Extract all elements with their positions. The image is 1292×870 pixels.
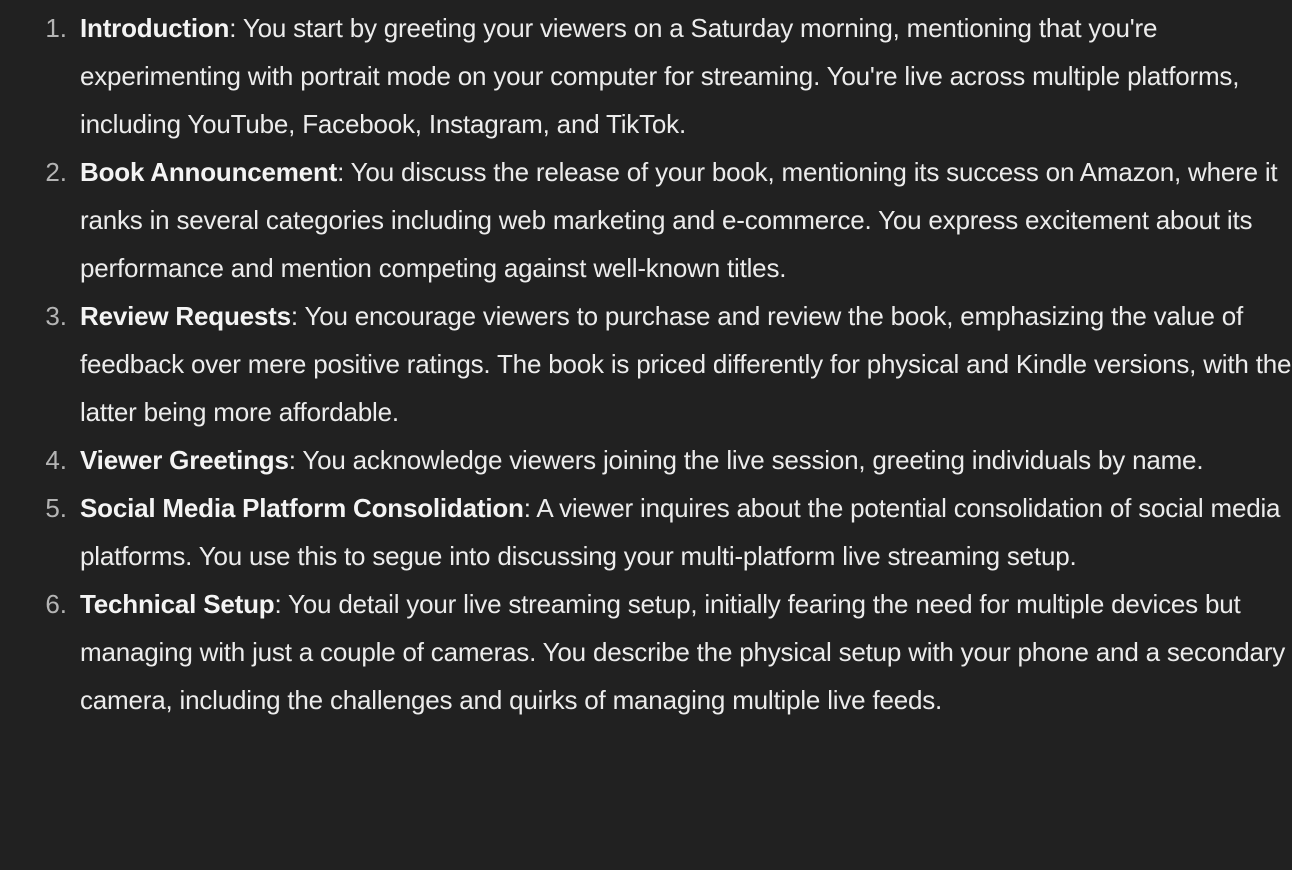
item-title: Social Media Platform Consolidation: [80, 493, 524, 523]
item-number: 1.: [45, 13, 67, 43]
item-separator: :: [523, 493, 531, 523]
item-title: Viewer Greetings: [80, 445, 289, 475]
list-item: [0, 436, 1292, 484]
item-title: Introduction: [80, 13, 230, 43]
list-item: [0, 484, 1292, 580]
item-number: 4.: [45, 445, 67, 475]
item-separator: :: [290, 301, 298, 331]
item-body: You encourage viewers to purchase and review the book, emphasizing the value of feedback over mere positive ratings. The book is priced differently for physical and Kindle versions, with the latter being more affordable.: [80, 301, 1292, 427]
item-text: [80, 436, 1292, 484]
list-item: [0, 4, 1292, 148]
item-separator: :: [337, 157, 345, 187]
item-text: [80, 580, 1292, 724]
item-body: A viewer inquires about the potential consolidation of social media platforms. You use this to segue into discussing your multi-platform live streaming setup.: [80, 493, 1281, 571]
item-body: You acknowledge viewers joining the live session, greeting individuals by name.: [295, 445, 1204, 475]
item-number: 3.: [45, 301, 67, 331]
item-body: You discuss the release of your book, mentioning its success on Amazon, where it ranks in several categories including web marketing and e-commerce. You express excitement about its performance and mention competing against well-known titles.: [80, 157, 1278, 283]
item-body: You start by greeting your viewers on a Saturday morning, mentioning that you're experimenting with portrait mode on your computer for streaming. You're live across multiple platforms, including YouTube, Facebook, Instagram, and TikTok.: [80, 13, 1240, 139]
list-item: [0, 580, 1292, 724]
item-separator: :: [229, 13, 237, 43]
item-number: 2.: [45, 157, 67, 187]
list-item: [0, 292, 1292, 436]
item-body: You detail your live streaming setup, initially fearing the need for multiple devices but managing with just a couple of cameras. You describe the physical setup with your phone and a secondary camera, including the challenges and quirks of managing multiple live feeds.: [80, 589, 1286, 715]
item-text: [80, 4, 1292, 148]
item-text: [80, 148, 1292, 292]
item-title: Review Requests: [80, 301, 291, 331]
item-title: Book Announcement: [80, 157, 338, 187]
item-separator: :: [288, 445, 296, 475]
item-text: [80, 484, 1292, 580]
item-number: 6.: [45, 589, 67, 619]
item-title: Technical Setup: [80, 589, 275, 619]
item-separator: :: [274, 589, 282, 619]
item-text: [80, 292, 1292, 436]
item-number: 5.: [45, 493, 67, 523]
list-item: [0, 148, 1292, 292]
